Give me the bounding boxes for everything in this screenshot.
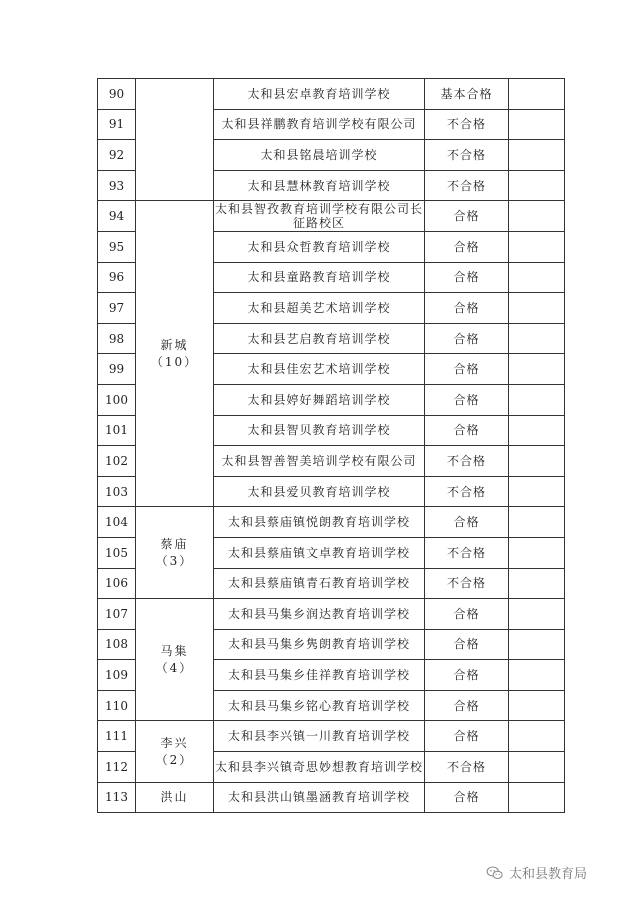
town-count: （3） <box>155 553 194 568</box>
result-cell: 合格 <box>425 293 509 324</box>
row-number: 99 <box>98 354 136 385</box>
school-name: 太和县马集乡佳祥教育培训学校 <box>214 660 425 691</box>
note-cell <box>509 782 565 813</box>
note-cell <box>509 721 565 752</box>
school-name: 太和县婷好舞蹈培训学校 <box>214 384 425 415</box>
note-cell <box>509 660 565 691</box>
row-number: 111 <box>98 721 136 752</box>
note-cell <box>509 752 565 783</box>
row-number: 104 <box>98 507 136 538</box>
note-cell <box>509 507 565 538</box>
school-name: 太和县洪山镇墨涵教育培训学校 <box>214 782 425 813</box>
row-number: 96 <box>98 262 136 293</box>
town-count: （2） <box>155 752 194 767</box>
row-number: 105 <box>98 537 136 568</box>
note-cell <box>509 109 565 140</box>
town-cell-hongshan <box>136 782 214 813</box>
row-number: 90 <box>98 79 136 110</box>
result-cell: 合格 <box>425 323 509 354</box>
school-name: 太和县马集乡隽朗教育培训学校 <box>214 629 425 660</box>
result-cell: 合格 <box>425 690 509 721</box>
town-cell-lixing <box>136 721 214 782</box>
result-cell: 不合格 <box>425 446 509 477</box>
note-cell <box>509 446 565 477</box>
school-name: 太和县蔡庙镇青石教育培训学校 <box>214 568 425 599</box>
school-name: 太和县铭晨培训学校 <box>214 140 425 171</box>
note-cell <box>509 262 565 293</box>
row-number: 110 <box>98 690 136 721</box>
result-cell: 合格 <box>425 782 509 813</box>
note-cell <box>509 690 565 721</box>
row-number: 102 <box>98 446 136 477</box>
note-cell <box>509 568 565 599</box>
table-row <box>98 79 565 110</box>
inspection-table <box>97 78 565 813</box>
town-cell-xincheng <box>136 201 214 507</box>
row-number: 93 <box>98 170 136 201</box>
note-cell <box>509 170 565 201</box>
result-cell: 不合格 <box>425 537 509 568</box>
note-cell <box>509 384 565 415</box>
result-cell: 不合格 <box>425 752 509 783</box>
row-number: 106 <box>98 568 136 599</box>
row-number: 92 <box>98 140 136 171</box>
row-number: 94 <box>98 201 136 232</box>
result-cell: 基本合格 <box>425 79 509 110</box>
result-cell: 合格 <box>425 415 509 446</box>
town-name: 洪山 <box>160 789 189 804</box>
row-number: 100 <box>98 384 136 415</box>
school-name: 太和县李兴镇奇思妙想教育培训学校 <box>214 752 425 783</box>
row-number: 103 <box>98 476 136 507</box>
town-cell-maji <box>136 599 214 721</box>
result-cell: 合格 <box>425 721 509 752</box>
school-name: 太和县马集乡铭心教育培训学校 <box>214 690 425 721</box>
school-name: 太和县慧林教育培训学校 <box>214 170 425 201</box>
school-name: 太和县蔡庙镇文卓教育培训学校 <box>214 537 425 568</box>
table-row <box>98 201 565 232</box>
result-cell: 合格 <box>425 507 509 538</box>
result-cell: 合格 <box>425 262 509 293</box>
result-cell: 合格 <box>425 354 509 385</box>
town-name: 新城 <box>160 337 189 352</box>
note-cell <box>509 599 565 630</box>
school-name: 太和县李兴镇一川教育培训学校 <box>214 721 425 752</box>
school-name: 太和县佳宏艺术培训学校 <box>214 354 425 385</box>
school-name: 太和县爱贝教育培训学校 <box>214 476 425 507</box>
town-count: （10） <box>150 354 199 369</box>
wechat-icon <box>486 864 504 882</box>
town-name: 李兴 <box>160 735 189 750</box>
school-name: 太和县超美艺术培训学校 <box>214 293 425 324</box>
result-cell: 不合格 <box>425 170 509 201</box>
note-cell <box>509 140 565 171</box>
note-cell <box>509 323 565 354</box>
result-cell: 不合格 <box>425 476 509 507</box>
school-name: 太和县艺启教育培训学校 <box>214 323 425 354</box>
town-cell <box>136 79 214 201</box>
result-cell: 不合格 <box>425 140 509 171</box>
note-cell <box>509 537 565 568</box>
note-cell <box>509 354 565 385</box>
school-name: 太和县祥鹏教育培训学校有限公司 <box>214 109 425 140</box>
result-cell: 合格 <box>425 231 509 262</box>
source-watermark <box>486 863 587 882</box>
school-name: 太和县蔡庙镇悦朗教育培训学校 <box>214 507 425 538</box>
table-row <box>98 599 565 630</box>
result-cell: 合格 <box>425 660 509 691</box>
note-cell <box>509 476 565 507</box>
row-number: 101 <box>98 415 136 446</box>
table-row <box>98 507 565 538</box>
town-cell-caimiao <box>136 507 214 599</box>
school-name: 太和县智善智美培训学校有限公司 <box>214 446 425 477</box>
result-cell: 合格 <box>425 201 509 232</box>
note-cell <box>509 79 565 110</box>
town-count: （4） <box>155 660 194 675</box>
note-cell <box>509 629 565 660</box>
row-number: 113 <box>98 782 136 813</box>
row-number: 98 <box>98 323 136 354</box>
row-number: 97 <box>98 293 136 324</box>
town-name: 马集 <box>160 643 189 658</box>
row-number: 91 <box>98 109 136 140</box>
note-cell <box>509 293 565 324</box>
row-number: 95 <box>98 231 136 262</box>
row-number: 112 <box>98 752 136 783</box>
school-name: 太和县智贝教育培训学校 <box>214 415 425 446</box>
table-row <box>98 782 565 813</box>
note-cell <box>509 415 565 446</box>
result-cell: 合格 <box>425 384 509 415</box>
result-cell: 合格 <box>425 629 509 660</box>
row-number: 108 <box>98 629 136 660</box>
note-cell <box>509 201 565 232</box>
watermark-text: 太和县教育局 <box>509 867 588 882</box>
table-row <box>98 721 565 752</box>
row-number: 107 <box>98 599 136 630</box>
row-number: 109 <box>98 660 136 691</box>
result-cell: 不合格 <box>425 568 509 599</box>
school-name: 太和县马集乡润达教育培训学校 <box>214 599 425 630</box>
school-name: 太和县宏卓教育培训学校 <box>214 79 425 110</box>
result-cell: 合格 <box>425 599 509 630</box>
result-cell: 不合格 <box>425 109 509 140</box>
note-cell <box>509 231 565 262</box>
school-name: 太和县众哲教育培训学校 <box>214 231 425 262</box>
school-name: 太和县童路教育培训学校 <box>214 262 425 293</box>
school-name: 太和县智孜教育培训学校有限公司长征路校区 <box>214 202 423 231</box>
town-name: 蔡庙 <box>160 536 189 551</box>
